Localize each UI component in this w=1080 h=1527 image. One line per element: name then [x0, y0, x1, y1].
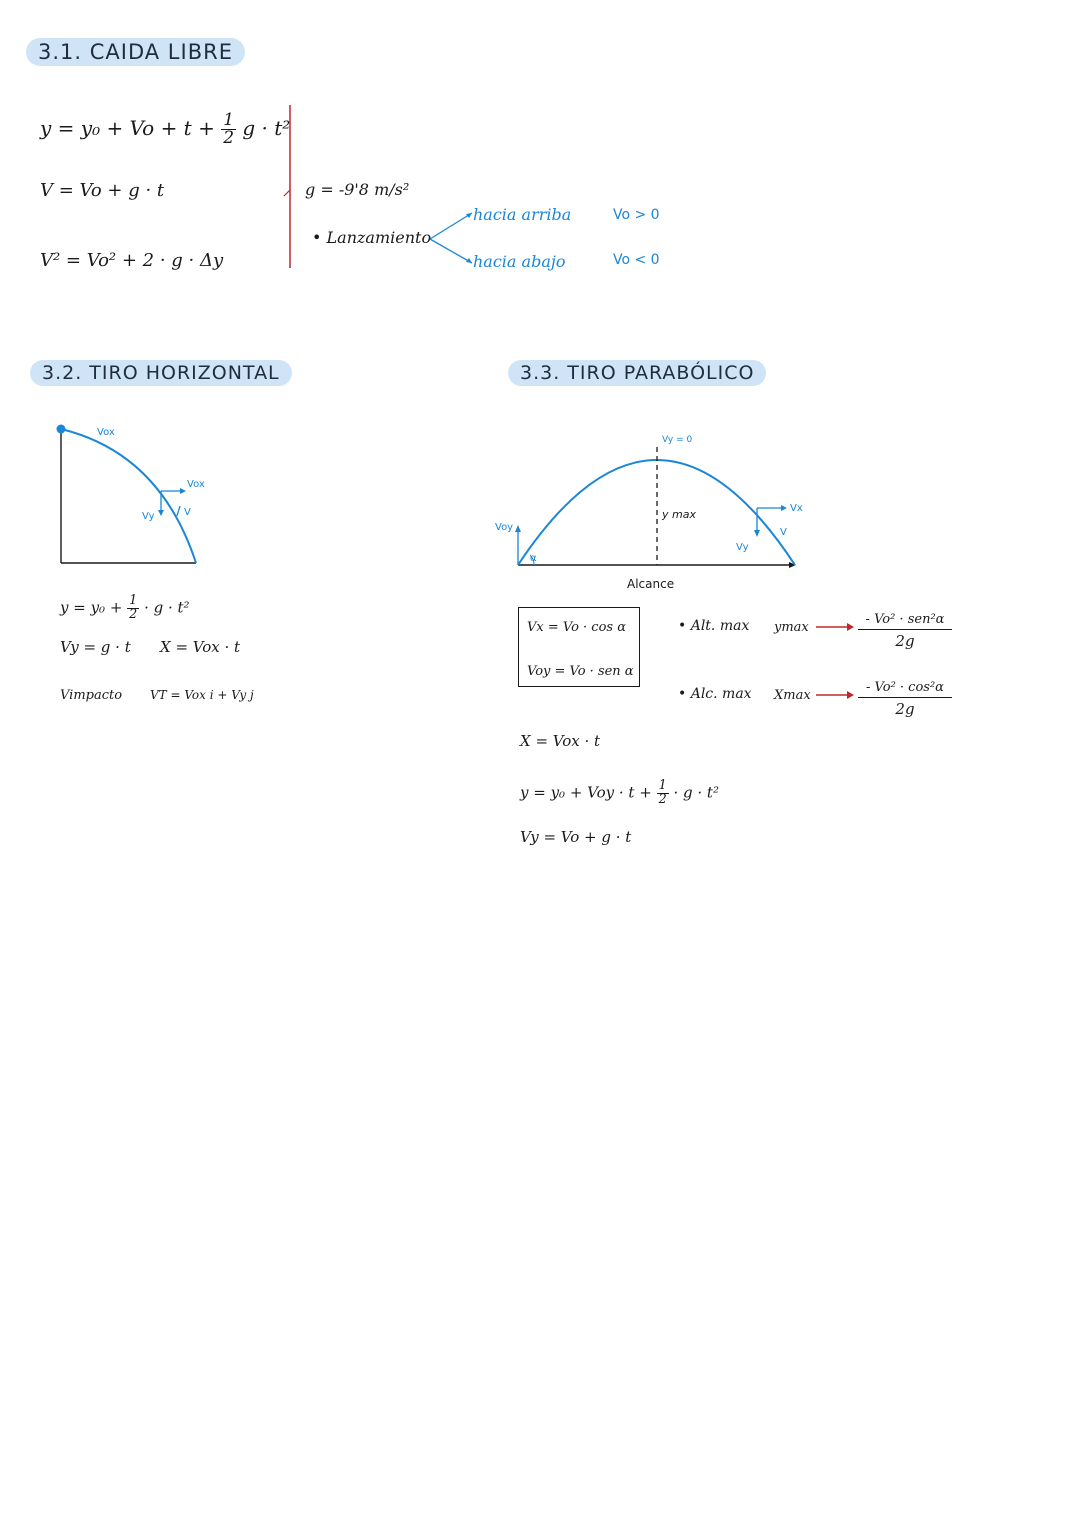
- alt-max-numerator: - Vo² · sen²α: [858, 612, 952, 630]
- up-condition: Vo > 0: [613, 207, 660, 223]
- alt-max-denominator: 2g: [895, 632, 915, 650]
- gravity-value: g = -9'8 m/s²: [305, 180, 410, 199]
- vox-label-top: Vox: [97, 427, 115, 438]
- vx-label: Vx: [790, 503, 803, 514]
- vy-label: Vy: [142, 511, 155, 522]
- equation-vy-parabolic: Vy = Vo + g · t: [520, 828, 632, 846]
- ymax-variable: ymax: [774, 620, 809, 635]
- equation-text: y = y₀ + Voy · t +: [520, 783, 657, 802]
- equation-text: y = y₀ + Vo + t +: [40, 116, 222, 140]
- impact-equation: VT = Vox i + Vy j: [150, 688, 254, 702]
- ymax-label: y max: [662, 508, 696, 521]
- range-label: Alcance: [627, 577, 675, 591]
- equation-horizontal-position: [60, 595, 190, 622]
- section-title-caida-libre: 3.1. CAIDA LIBRE: [26, 38, 245, 66]
- alc-max-label: • Alc. max: [678, 686, 752, 702]
- equation-x-horizontal: X = Vox · t: [160, 638, 241, 656]
- launch-label: • Lanzamiento: [312, 228, 432, 247]
- alt-max-label: • Alt. max: [678, 618, 750, 634]
- section-title-tiro-horizontal: 3.2. TIRO HORIZONTAL: [30, 360, 292, 386]
- equation-text: y = y₀ +: [60, 598, 128, 617]
- xmax-variable: Xmax: [774, 688, 811, 703]
- v-label: V: [780, 527, 787, 538]
- vy-label: Vy: [736, 542, 749, 553]
- equation-tail: · g · t²: [144, 598, 190, 617]
- alc-max-arrow: [816, 688, 856, 702]
- launch-branch-arrows: [428, 205, 478, 270]
- launch-point: [57, 425, 66, 434]
- fraction-numerator: 1: [223, 110, 235, 130]
- equation-position-free-fall: [40, 112, 290, 147]
- velocity-components-box: [518, 607, 640, 687]
- equation-x-parabolic: X = Vox · t: [520, 732, 601, 750]
- parabolic-launch-diagram: [490, 425, 820, 595]
- vx-component-equation: Vx = Vo · cos α: [527, 620, 626, 635]
- up-label: hacia arriba: [473, 205, 572, 224]
- alc-max-denominator: 2g: [895, 700, 915, 718]
- horizontal-launch-diagram: [50, 415, 220, 570]
- section-title-tiro-parabolico: 3.3. TIRO PARABÓLICO: [508, 360, 766, 386]
- fraction-half: [127, 595, 139, 622]
- alc-max-numerator: - Vo² · cos²α: [858, 680, 952, 698]
- alpha-label: α: [530, 553, 537, 564]
- equation-velocity-squared: V² = Vo² + 2 · g · Δy: [40, 250, 224, 271]
- alt-max-arrow: [816, 620, 856, 634]
- fraction-denominator: 2: [658, 791, 667, 807]
- equation-y-parabolic: [520, 780, 719, 807]
- alc-max-formula: [858, 680, 952, 718]
- fraction-numerator: 1: [129, 593, 138, 608]
- fraction-denominator: 2: [223, 128, 235, 148]
- voy-component-equation: Voy = Vo · sen α: [527, 664, 634, 679]
- impact-label: Vimpacto: [60, 688, 123, 703]
- equation-vy-horizontal: Vy = g · t: [60, 638, 131, 656]
- fraction-numerator: 1: [658, 778, 667, 793]
- fraction-half: [221, 112, 236, 147]
- alt-max-formula: [858, 612, 952, 650]
- equation-velocity-free-fall: V = Vo + g · t: [40, 180, 165, 201]
- equation-tail: · g · t²: [673, 783, 719, 802]
- down-condition: Vo < 0: [613, 252, 660, 268]
- equation-tail: g · t²: [242, 116, 291, 140]
- vox-label-mid: Vox: [187, 479, 205, 490]
- voy-label: Voy: [495, 522, 514, 533]
- fraction-denominator: 2: [129, 606, 138, 622]
- vy-zero-label: Vy = 0: [662, 435, 693, 445]
- fraction-half: [657, 780, 669, 807]
- trajectory-curve: [61, 429, 196, 563]
- v-label: V: [184, 507, 191, 518]
- down-label: hacia abajo: [473, 252, 566, 271]
